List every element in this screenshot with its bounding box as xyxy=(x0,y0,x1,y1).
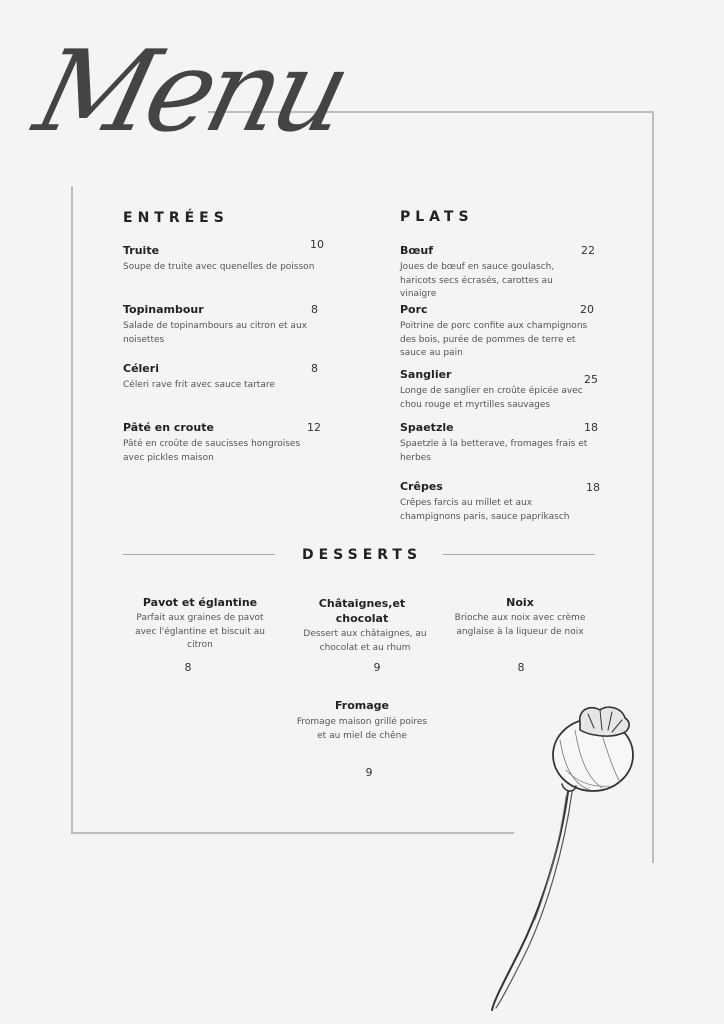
entree-desc: Céleri rave frit avec sauce tartare xyxy=(123,380,275,390)
desserts-divider-left xyxy=(123,554,275,555)
plat-price: 18 xyxy=(586,481,600,494)
dessert-price: 8 xyxy=(184,661,192,674)
entree-desc: Pâté en croûte de saucisses hongroises avec pickles maison xyxy=(123,439,301,463)
plat-name: Sanglier xyxy=(400,368,452,381)
entree-name: Pâté en croute xyxy=(123,421,214,434)
frame-right-line xyxy=(652,111,654,863)
dessert-price: 9 xyxy=(365,766,373,779)
dessert-desc: Parfait aux graines de pavot avec l'églantine et biscuit au citron xyxy=(135,613,265,650)
dessert-name: Noix xyxy=(506,596,534,609)
plat-desc: Longe de sanglier en croûte épicée avec chou rouge et myrtilles sauvages xyxy=(400,386,583,410)
plat-name: Bœuf xyxy=(400,244,434,257)
entree-desc: Soupe de truite avec quenelles de poisson xyxy=(123,262,315,272)
desserts-divider-right xyxy=(443,554,595,555)
entree-desc: Salade de topinambours au citron et aux noisettes xyxy=(123,321,307,345)
poppy-flower-illustration xyxy=(480,700,650,1020)
plat-name: Spaetzle xyxy=(400,421,454,434)
dessert-price: 9 xyxy=(373,661,381,674)
desserts-title: DESSERTS xyxy=(302,547,423,563)
dessert-name: Pavot et églantine xyxy=(142,596,258,609)
entree-price: 8 xyxy=(311,362,318,375)
dessert-name: Fromage xyxy=(334,699,389,712)
plat-desc: Spaetzle à la betterave, fromages frais et herbes xyxy=(400,439,588,463)
dessert-name: Châtaignes,et chocolat xyxy=(318,597,406,625)
plat-name: Porc xyxy=(400,303,428,316)
frame-left-line xyxy=(71,186,73,834)
entree-name: Céleri xyxy=(123,362,159,375)
plat-price: 20 xyxy=(580,303,594,316)
entree-name: Truite xyxy=(123,244,160,257)
dessert-desc: Fromage maison grillé poires et au miel de chêne xyxy=(296,717,428,741)
entree-price: 8 xyxy=(311,303,318,316)
plat-price: 22 xyxy=(581,244,595,257)
frame-bottom-line xyxy=(71,832,514,834)
plat-name: Crêpes xyxy=(400,480,443,493)
plat-desc: Poitrine de porc confite aux champignons des bois, purée de pommes de terre et sauce au pain xyxy=(400,321,588,358)
dessert-desc: Brioche aux noix avec crème anglaise à la liqueur de noix xyxy=(454,613,586,637)
entree-price: 10 xyxy=(310,238,324,251)
plat-desc: Joues de bœuf en sauce goulasch, haricots secs écrasés, carottes au vinaigre xyxy=(400,262,555,299)
plats-title: PLATS xyxy=(400,209,474,225)
plat-price: 18 xyxy=(584,421,598,434)
entree-name: Topinambour xyxy=(123,303,204,316)
menu-logo: Menu xyxy=(23,27,358,157)
entrees-title: ENTRÉES xyxy=(123,210,229,226)
plat-desc: Crêpes farcis au millet et aux champignons paris, sauce paprikasch xyxy=(400,498,570,522)
dessert-price: 8 xyxy=(517,661,525,674)
plat-price: 25 xyxy=(584,373,598,386)
entree-price: 12 xyxy=(307,421,321,434)
dessert-desc: Dessert aux châtaignes, au chocolat et au rhum xyxy=(303,629,427,653)
